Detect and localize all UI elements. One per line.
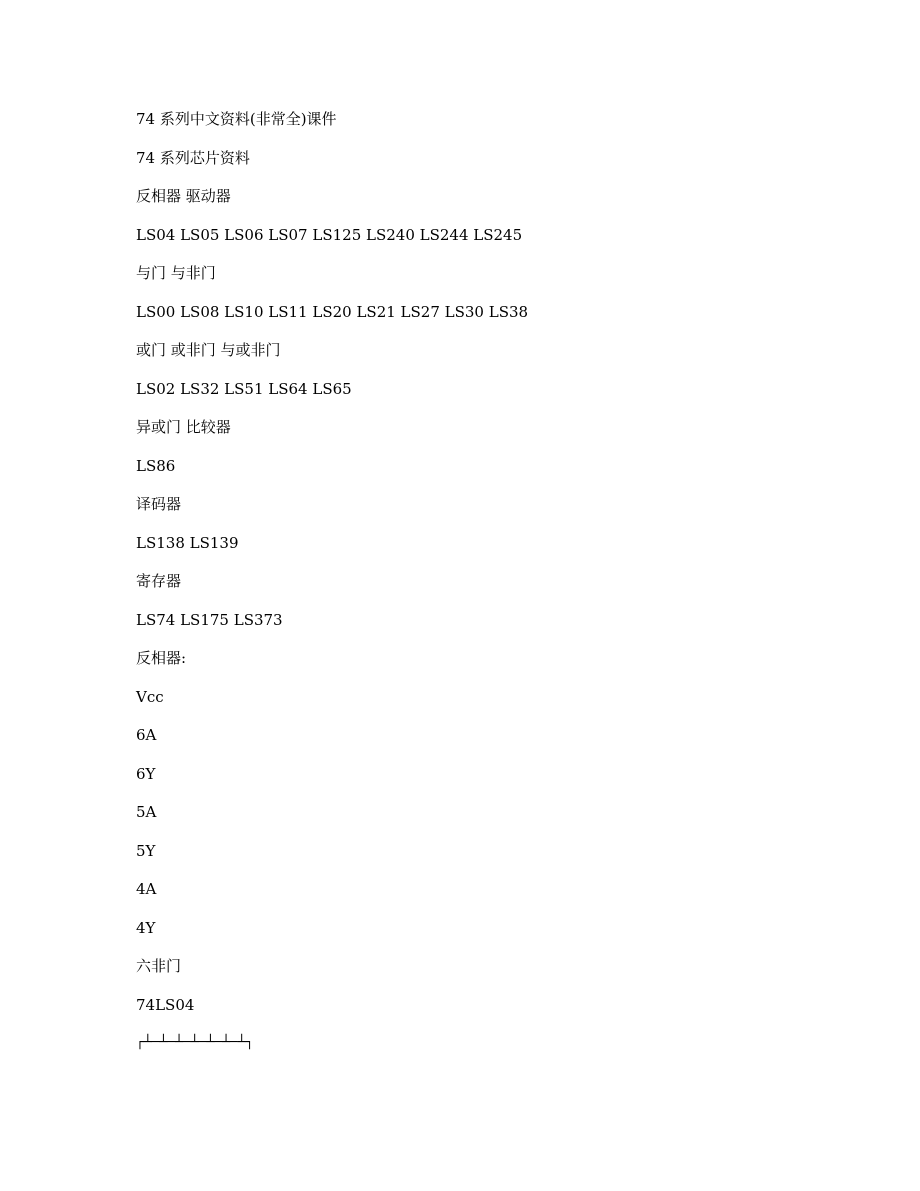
pin-label: 5Y <box>136 841 156 860</box>
chip-list: LS86 <box>136 456 176 475</box>
pin-label: 4A <box>136 880 157 898</box>
chip-list: LS00 LS08 LS10 LS11 LS20 LS21 LS27 LS30 LS38 <box>136 302 529 321</box>
section-heading: 74 系列芯片资料 <box>136 148 250 167</box>
pin-label: 6Y <box>136 764 156 783</box>
pin-label: 5A <box>136 803 157 821</box>
chip-part-number: 74LS04 <box>136 995 195 1014</box>
pinout-diagram: ┌┴─┴─┴─┴─┴─┴─┴┐ <box>136 1035 254 1050</box>
pin-label: 6A <box>136 726 157 744</box>
category-label: 或门 或非门 与或非门 <box>136 341 281 359</box>
pin-label: Vcc <box>136 687 164 706</box>
category-label: 译码器 <box>136 495 182 513</box>
chip-list: LS02 LS32 LS51 LS64 LS65 <box>136 379 352 398</box>
category-label: 与门 与非门 <box>136 264 216 282</box>
chip-list: LS74 LS175 LS373 <box>136 610 283 629</box>
document-title: 74 系列中文资料(非常全)课件 <box>136 110 337 128</box>
chip-description: 六非门 <box>136 957 182 975</box>
chip-list: LS04 LS05 LS06 LS07 LS125 LS240 LS244 LS245 <box>136 225 523 244</box>
category-label: 寄存器 <box>136 572 182 590</box>
document-content <box>136 107 836 1051</box>
pin-label: 4Y <box>136 918 156 937</box>
subsection-heading: 反相器: <box>136 649 187 667</box>
category-label: 异或门 比较器 <box>136 418 231 436</box>
chip-list: LS138 LS139 <box>136 533 239 552</box>
category-label: 反相器 驱动器 <box>136 187 231 205</box>
